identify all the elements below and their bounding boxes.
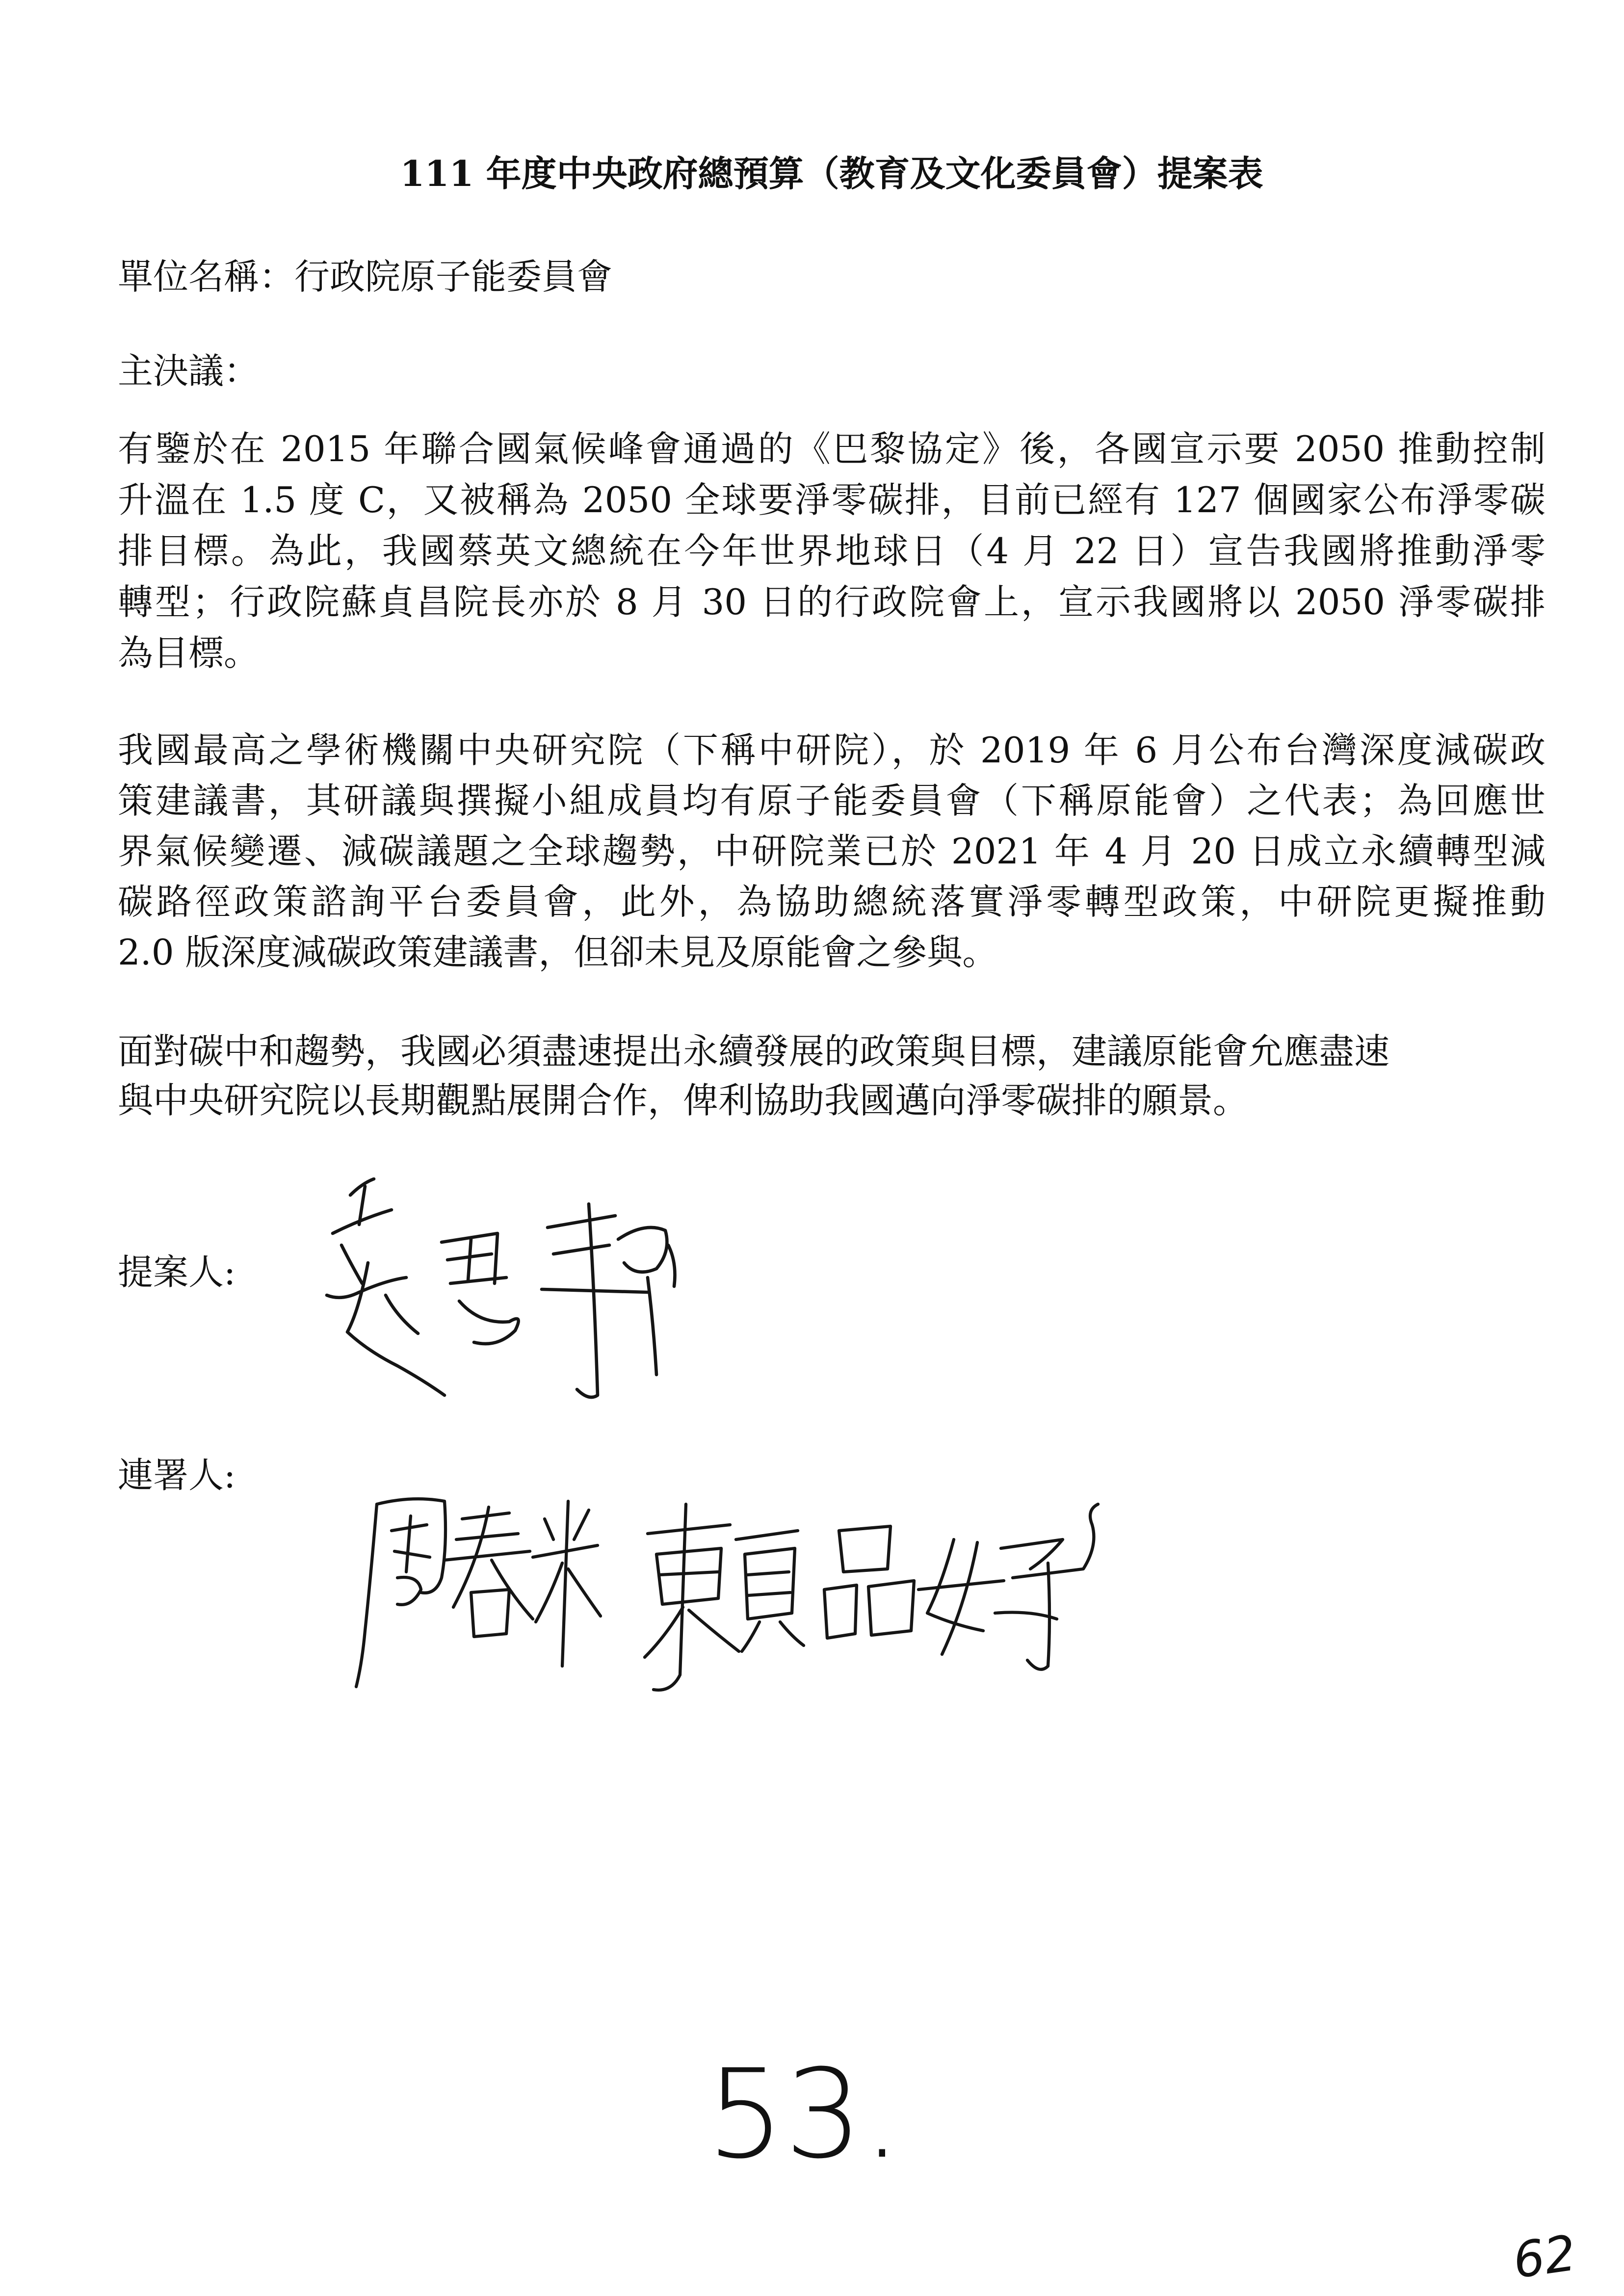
cosigner-signature-2: [633, 1501, 1104, 1707]
handwritten-page-number: 53.: [707, 2043, 902, 2186]
paragraph-line: 面對碳中和趨勢，我國必須盡速提出永續發展的政策與目標，建議原能會允應盡速: [118, 1031, 1390, 1072]
paragraph-3: [118, 1027, 1545, 1125]
unit-name: 行政院原子能委員會: [294, 256, 613, 297]
paragraph-line: 為目標。: [118, 632, 260, 674]
paragraph-line: 2.0 版深度減碳政策建議書，但卻未見及原能會之參與。: [118, 932, 998, 973]
proposer-signature: [316, 1177, 677, 1406]
paragraph-line: 我國最高之學術機關中央研究院（下稱中研院），於 2019 年 6 月公布台灣深度減碳政: [118, 730, 1545, 771]
paragraph-line: 策建議書，其研議與撰擬小組成員均有原子能委員會（下稱原能會）之代表；為回應世: [118, 780, 1545, 821]
paragraph-line: 界氣候變遷、減碳議題之全球趨勢，中研院業已於 2021 年 4 月 20 日成立永續轉型減: [118, 831, 1545, 872]
unit-label: 單位名稱：: [118, 256, 295, 297]
paragraph-line: 排目標。為此，我國蔡英文總統在今年世界地球日（4 月 22 日）宣告我國將推動淨零: [118, 530, 1545, 572]
paragraph-line: 有鑒於在 2015 年聯合國氣候峰會通過的《巴黎協定》後，各國宣示要 2050 推動控制: [118, 428, 1545, 470]
resolution-label: 主決議：: [118, 350, 260, 391]
paragraph-line: 碳路徑政策諮詢平台委員會，此外，為協助總統落實淨零轉型政策，中研院更擬推動: [118, 881, 1545, 922]
cosigner-signature-1: [353, 1494, 603, 1693]
document-title: 111 年度中央政府總預算（教育及文化委員會）提案表: [400, 153, 1263, 194]
paragraph-line: 與中央研究院以長期觀點展開合作，俾利協助我國邁向淨零碳排的願景。: [118, 1080, 1249, 1121]
paragraph-1: [118, 423, 1545, 678]
corner-page-number: 62: [1509, 2224, 1580, 2290]
paragraph-2: [118, 725, 1545, 978]
unit-line: [118, 256, 1545, 298]
proposer-label: 提案人:: [118, 1252, 236, 1293]
cosigner-label: 連署人:: [118, 1455, 236, 1496]
paragraph-line: 轉型；行政院蘇貞昌院長亦於 8 月 30 日的行政院會上，宣示我國將以 2050 淨零碳排: [118, 581, 1545, 623]
paragraph-line: 升溫在 1.5 度 C，又被稱為 2050 全球要淨零碳排，目前已經有 127 個國家公布淨零碳: [118, 479, 1545, 521]
